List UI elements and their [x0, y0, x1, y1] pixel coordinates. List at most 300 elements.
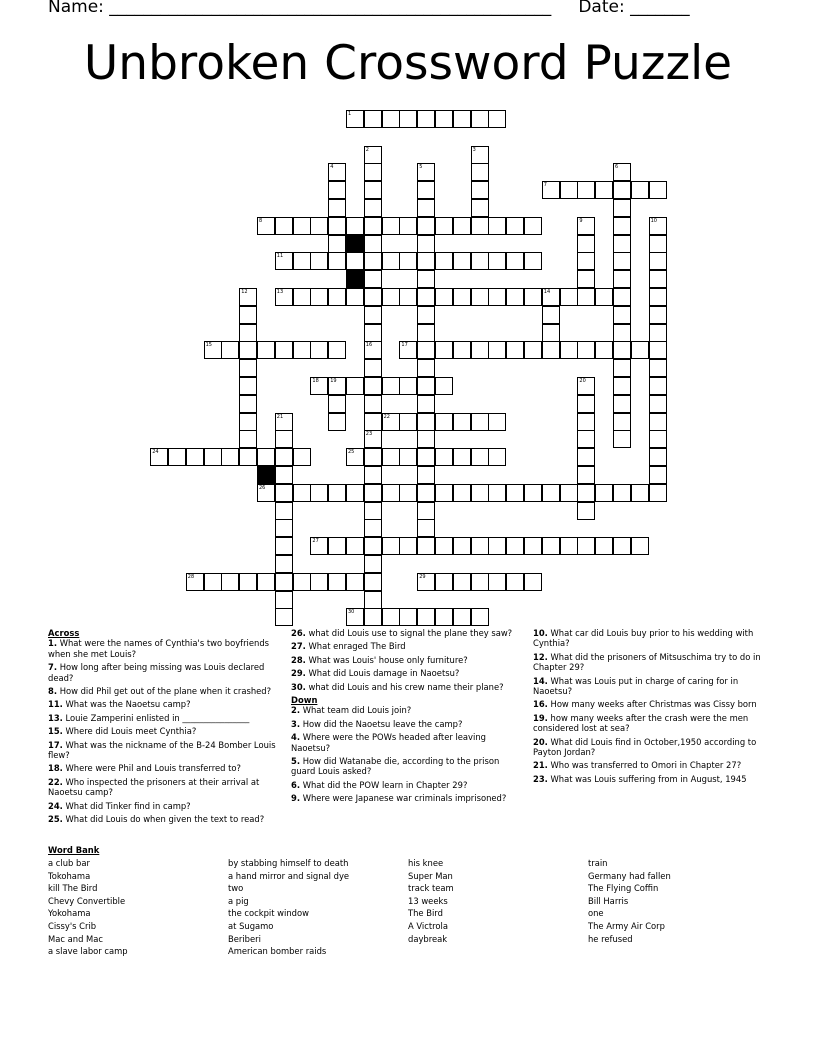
date-blank[interactable]: _______ [630, 0, 690, 17]
clue-text: What did the POW learn in Chapter 29? [302, 779, 468, 790]
grid-cell[interactable] [293, 288, 311, 306]
grid-cell[interactable] [275, 341, 293, 359]
grid-cell[interactable] [471, 484, 489, 502]
grid-cell[interactable] [488, 484, 506, 502]
grid-cell[interactable] [275, 502, 293, 520]
grid-cell[interactable] [488, 288, 506, 306]
grid-cell[interactable] [221, 448, 239, 466]
grid-cell[interactable] [577, 377, 595, 395]
grid-cell[interactable] [417, 608, 435, 626]
grid-cell[interactable] [453, 110, 471, 128]
grid-cell[interactable] [239, 341, 257, 359]
grid-cell[interactable] [328, 413, 346, 431]
grid-cell[interactable] [488, 413, 506, 431]
grid-cell[interactable] [293, 573, 311, 591]
grid-cell[interactable] [435, 217, 453, 235]
grid-cell[interactable] [435, 608, 453, 626]
grid-cell[interactable] [239, 288, 257, 306]
grid-cell[interactable] [506, 252, 524, 270]
grid-cell[interactable] [275, 519, 293, 537]
grid-cell[interactable] [293, 341, 311, 359]
grid-cell[interactable] [346, 252, 364, 270]
grid-cell[interactable] [649, 413, 667, 431]
grid-cell[interactable] [577, 395, 595, 413]
grid-cell[interactable] [649, 270, 667, 288]
grid-cell[interactable] [577, 502, 595, 520]
grid-cell[interactable] [275, 484, 293, 502]
grid-cell[interactable] [239, 430, 257, 448]
grid-cell[interactable] [364, 484, 382, 502]
grid-cell[interactable] [435, 537, 453, 555]
grid-cell[interactable] [560, 181, 578, 199]
grid-cell[interactable] [364, 502, 382, 520]
grid-cell[interactable] [399, 341, 417, 359]
grid-cell[interactable] [613, 359, 631, 377]
grid-cell[interactable] [417, 484, 435, 502]
grid-cell[interactable] [417, 163, 435, 181]
grid-cell[interactable] [631, 181, 649, 199]
word-bank-item: one [588, 908, 604, 919]
grid-cell[interactable] [453, 413, 471, 431]
grid-cell[interactable] [328, 235, 346, 253]
grid-cell[interactable] [364, 181, 382, 199]
grid-cell[interactable] [364, 395, 382, 413]
grid-cell[interactable] [239, 573, 257, 591]
word-bank-item: a hand mirror and signal dye [228, 870, 350, 881]
grid-cell[interactable] [471, 199, 489, 217]
grid-cell[interactable] [346, 377, 364, 395]
word-bank-item: Bill Harris [588, 895, 629, 906]
clue-text: Who inspected the prisoners at their arrival at Naoetsu camp? [48, 776, 260, 798]
grid-cell[interactable] [417, 573, 435, 591]
grid-cell[interactable] [506, 573, 524, 591]
grid-cell[interactable] [417, 430, 435, 448]
grid-cell[interactable] [542, 324, 560, 342]
grid-cell[interactable] [613, 341, 631, 359]
grid-cell[interactable] [577, 484, 595, 502]
grid-cell[interactable] [417, 359, 435, 377]
grid-cell[interactable] [293, 217, 311, 235]
grid-cell[interactable] [542, 341, 560, 359]
grid-cell[interactable] [364, 110, 382, 128]
grid-cell[interactable] [542, 306, 560, 324]
grid-cell[interactable] [542, 288, 560, 306]
grid-cell[interactable] [204, 341, 222, 359]
grid-cell[interactable] [382, 252, 400, 270]
grid-cell[interactable] [649, 395, 667, 413]
grid-cell[interactable] [595, 181, 613, 199]
grid-cell[interactable] [364, 252, 382, 270]
grid-cell[interactable] [346, 217, 364, 235]
grid-cell[interactable] [364, 377, 382, 395]
grid-cell[interactable] [364, 235, 382, 253]
grid-cell[interactable] [613, 537, 631, 555]
grid-cell[interactable] [577, 288, 595, 306]
grid-cell[interactable] [613, 395, 631, 413]
grid-cell[interactable] [577, 537, 595, 555]
grid-cell[interactable] [310, 484, 328, 502]
grid-cell[interactable] [613, 217, 631, 235]
grid-cell[interactable] [453, 341, 471, 359]
grid-cell[interactable] [488, 573, 506, 591]
grid-cell[interactable] [364, 413, 382, 431]
grid-cell[interactable] [488, 252, 506, 270]
grid-cell[interactable] [417, 252, 435, 270]
grid-cell[interactable] [221, 573, 239, 591]
grid-cell[interactable] [435, 341, 453, 359]
grid-cell[interactable] [471, 217, 489, 235]
grid-cell[interactable] [257, 217, 275, 235]
grid-cell[interactable] [275, 430, 293, 448]
grid-cell[interactable] [257, 484, 275, 502]
grid-cell[interactable] [275, 591, 293, 609]
grid-cell[interactable] [417, 110, 435, 128]
grid-cell[interactable] [346, 573, 364, 591]
grid-cell[interactable] [346, 448, 364, 466]
grid-cell[interactable] [542, 484, 560, 502]
grid-cell[interactable] [310, 537, 328, 555]
grid-cell[interactable] [649, 288, 667, 306]
grid-cell[interactable] [364, 573, 382, 591]
grid-cell[interactable] [435, 413, 453, 431]
grid-cell[interactable] [649, 181, 667, 199]
grid-cell[interactable] [506, 217, 524, 235]
grid-cell[interactable] [649, 341, 667, 359]
grid-cell[interactable] [382, 110, 400, 128]
grid-cell[interactable] [524, 217, 542, 235]
grid-cell[interactable] [577, 448, 595, 466]
grid-cell[interactable] [631, 484, 649, 502]
grid-cell[interactable] [524, 252, 542, 270]
grid-cell[interactable] [364, 466, 382, 484]
grid-cell[interactable] [364, 146, 382, 164]
grid-cell[interactable] [577, 181, 595, 199]
grid-cell[interactable] [399, 484, 417, 502]
grid-cell[interactable] [328, 573, 346, 591]
grid-cell[interactable] [399, 252, 417, 270]
grid-cell[interactable] [435, 573, 453, 591]
grid-cell[interactable] [275, 448, 293, 466]
grid-cell[interactable] [417, 341, 435, 359]
grid-cell[interactable] [560, 484, 578, 502]
grid-cell[interactable] [417, 217, 435, 235]
grid-cell[interactable] [649, 235, 667, 253]
grid-cell[interactable] [364, 217, 382, 235]
grid-cell[interactable] [649, 306, 667, 324]
grid-cell[interactable] [186, 573, 204, 591]
name-blank[interactable]: ____________________________________________________ [109, 0, 552, 17]
grid-cell[interactable] [328, 377, 346, 395]
grid-cell[interactable] [310, 377, 328, 395]
grid-cell[interactable] [364, 555, 382, 573]
grid-cell[interactable] [417, 519, 435, 537]
grid-cell[interactable] [577, 217, 595, 235]
grid-cell[interactable] [399, 448, 417, 466]
grid-cell[interactable] [649, 430, 667, 448]
grid-cell[interactable] [471, 288, 489, 306]
grid-cell[interactable] [328, 199, 346, 217]
grid-cell[interactable] [328, 252, 346, 270]
grid-cell[interactable] [613, 324, 631, 342]
grid-cell[interactable] [471, 110, 489, 128]
grid-cell[interactable] [364, 199, 382, 217]
clue-number: 7. [48, 662, 58, 673]
grid-cell[interactable] [310, 252, 328, 270]
grid-cell[interactable] [168, 448, 186, 466]
grid-cell[interactable] [453, 448, 471, 466]
grid-cell[interactable] [613, 484, 631, 502]
grid-cell[interactable] [649, 359, 667, 377]
grid-cell[interactable] [293, 448, 311, 466]
grid-cell[interactable] [649, 324, 667, 342]
grid-cell[interactable] [417, 270, 435, 288]
grid-cell[interactable] [239, 324, 257, 342]
grid-cell[interactable] [471, 146, 489, 164]
grid-cell[interactable] [239, 377, 257, 395]
grid-cell[interactable] [399, 537, 417, 555]
grid-cell[interactable] [364, 288, 382, 306]
grid-cell[interactable] [204, 448, 222, 466]
grid-cell[interactable] [613, 413, 631, 431]
grid-cell[interactable] [257, 341, 275, 359]
clue-number: 22. [48, 776, 63, 787]
grid-cell[interactable] [577, 413, 595, 431]
grid-cell[interactable] [204, 573, 222, 591]
grid-cell[interactable] [471, 163, 489, 181]
clue-number: 29 [419, 573, 426, 580]
grid-cell[interactable] [488, 110, 506, 128]
grid-cell[interactable] [346, 537, 364, 555]
grid-cell[interactable] [417, 324, 435, 342]
grid-cell[interactable] [382, 484, 400, 502]
grid-cell[interactable] [613, 181, 631, 199]
grid-cell[interactable] [488, 448, 506, 466]
grid-cell[interactable] [613, 235, 631, 253]
grid-cell[interactable] [506, 341, 524, 359]
grid-cell[interactable] [346, 288, 364, 306]
grid-cell[interactable] [417, 288, 435, 306]
grid-cell[interactable] [364, 341, 382, 359]
grid-cell[interactable] [524, 573, 542, 591]
grid-cell[interactable] [239, 395, 257, 413]
grid-cell[interactable] [382, 448, 400, 466]
grid-cell[interactable] [542, 537, 560, 555]
grid-cell[interactable] [649, 217, 667, 235]
grid-cell[interactable] [471, 448, 489, 466]
grid-cell[interactable] [275, 466, 293, 484]
grid-cell[interactable] [221, 341, 239, 359]
grid-cell[interactable] [417, 537, 435, 555]
grid-cell[interactable] [613, 199, 631, 217]
grid-cell[interactable] [328, 217, 346, 235]
grid-cell[interactable] [275, 217, 293, 235]
grid-cell[interactable] [613, 377, 631, 395]
grid-cell[interactable] [524, 341, 542, 359]
grid-cell[interactable] [435, 448, 453, 466]
grid-cell[interactable] [560, 341, 578, 359]
grid-cell[interactable] [186, 448, 204, 466]
grid-cell[interactable] [435, 377, 453, 395]
grid-cell[interactable] [382, 377, 400, 395]
grid-cell[interactable] [310, 288, 328, 306]
grid-cell[interactable] [417, 306, 435, 324]
grid-cell[interactable] [560, 537, 578, 555]
grid-cell[interactable] [364, 270, 382, 288]
grid-cell[interactable] [364, 163, 382, 181]
grid-cell[interactable] [488, 341, 506, 359]
grid-cell[interactable] [364, 448, 382, 466]
grid-cell[interactable] [435, 484, 453, 502]
grid-cell[interactable] [649, 252, 667, 270]
grid-cell[interactable] [346, 110, 364, 128]
grid-cell[interactable] [524, 288, 542, 306]
grid-cell[interactable] [631, 341, 649, 359]
grid-cell[interactable] [453, 484, 471, 502]
grid-cell[interactable] [506, 484, 524, 502]
grid-cell[interactable] [577, 466, 595, 484]
grid-cell[interactable] [613, 270, 631, 288]
grid-cell[interactable] [595, 341, 613, 359]
grid-cell[interactable] [417, 502, 435, 520]
word-bank-item: 13 weeks [408, 895, 448, 906]
grid-cell[interactable] [417, 235, 435, 253]
grid-cell[interactable] [613, 430, 631, 448]
grid-cell[interactable] [542, 181, 560, 199]
grid-cell[interactable] [453, 252, 471, 270]
grid-cell[interactable] [435, 288, 453, 306]
grid-cell[interactable] [399, 608, 417, 626]
grid-cell[interactable] [649, 466, 667, 484]
grid-cell[interactable] [524, 537, 542, 555]
grid-cell[interactable] [453, 573, 471, 591]
grid-cell[interactable] [417, 395, 435, 413]
grid-cell[interactable] [346, 484, 364, 502]
grid-cell[interactable] [471, 341, 489, 359]
grid-cell[interactable] [417, 199, 435, 217]
grid-cell[interactable] [150, 448, 168, 466]
grid-cell[interactable] [364, 430, 382, 448]
grid-cell[interactable] [275, 252, 293, 270]
grid-cell[interactable] [275, 608, 293, 626]
grid-cell[interactable] [435, 252, 453, 270]
grid-cell[interactable] [649, 377, 667, 395]
grid-cell[interactable] [471, 573, 489, 591]
grid-cell[interactable] [328, 163, 346, 181]
grid-cell[interactable] [382, 413, 400, 431]
grid-cell[interactable] [328, 341, 346, 359]
grid-cell[interactable] [471, 537, 489, 555]
grid-cell[interactable] [417, 377, 435, 395]
grid-cell[interactable] [328, 537, 346, 555]
grid-cell[interactable] [613, 306, 631, 324]
grid-cell[interactable] [382, 217, 400, 235]
grid-cell[interactable] [364, 306, 382, 324]
grid-cell[interactable] [595, 537, 613, 555]
grid-cell[interactable] [506, 288, 524, 306]
grid-cell[interactable] [453, 608, 471, 626]
grid-cell[interactable] [560, 288, 578, 306]
grid-cell[interactable] [239, 413, 257, 431]
grid-cell[interactable] [364, 359, 382, 377]
grid-cell[interactable] [364, 608, 382, 626]
grid-cell[interactable] [488, 537, 506, 555]
grid-cell[interactable] [524, 484, 542, 502]
grid-cell[interactable] [506, 537, 524, 555]
grid-cell[interactable] [364, 519, 382, 537]
grid-cell[interactable] [257, 448, 275, 466]
grid-cell[interactable] [435, 110, 453, 128]
grid-cell[interactable] [471, 413, 489, 431]
grid-cell[interactable] [613, 163, 631, 181]
grid-cell[interactable] [595, 484, 613, 502]
grid-cell[interactable] [310, 217, 328, 235]
grid-cell[interactable] [595, 288, 613, 306]
grid-cell[interactable] [328, 181, 346, 199]
grid-cell[interactable] [577, 235, 595, 253]
grid-cell[interactable] [577, 252, 595, 270]
grid-cell[interactable] [293, 252, 311, 270]
grid-cell[interactable] [399, 217, 417, 235]
grid-cell[interactable] [239, 448, 257, 466]
grid-cell[interactable] [275, 413, 293, 431]
grid-cell[interactable] [382, 537, 400, 555]
grid-cell[interactable] [613, 288, 631, 306]
grid-cell[interactable] [631, 537, 649, 555]
grid-cell[interactable] [399, 110, 417, 128]
grid-cell[interactable] [417, 448, 435, 466]
grid-cell[interactable] [364, 324, 382, 342]
grid-cell[interactable] [239, 359, 257, 377]
grid-cell[interactable] [471, 252, 489, 270]
grid-cell[interactable] [328, 395, 346, 413]
grid-cell[interactable] [275, 573, 293, 591]
grid-cell[interactable] [453, 537, 471, 555]
grid-cell[interactable] [364, 537, 382, 555]
grid-cell[interactable] [417, 181, 435, 199]
grid-cell[interactable] [293, 484, 311, 502]
grid-cell[interactable] [275, 288, 293, 306]
grid-cell[interactable] [382, 288, 400, 306]
grid-cell[interactable] [257, 573, 275, 591]
grid-cell[interactable] [417, 466, 435, 484]
grid-cell[interactable] [471, 181, 489, 199]
grid-cell[interactable] [382, 608, 400, 626]
grid-cell[interactable] [453, 288, 471, 306]
grid-cell[interactable] [471, 608, 489, 626]
grid-cell[interactable] [364, 591, 382, 609]
grid-cell[interactable] [577, 430, 595, 448]
grid-cell[interactable] [328, 484, 346, 502]
grid-cell[interactable] [417, 413, 435, 431]
grid-cell[interactable] [310, 573, 328, 591]
grid-cell[interactable] [399, 288, 417, 306]
grid-cell[interactable] [453, 217, 471, 235]
grid-cell[interactable] [328, 288, 346, 306]
grid-cell[interactable] [649, 484, 667, 502]
grid-cell[interactable] [275, 555, 293, 573]
grid-cell[interactable] [239, 306, 257, 324]
grid-cell[interactable] [488, 217, 506, 235]
grid-cell[interactable] [613, 252, 631, 270]
grid-cell[interactable] [346, 608, 364, 626]
grid-cell[interactable] [399, 413, 417, 431]
grid-cell[interactable] [649, 448, 667, 466]
grid-cell[interactable] [310, 341, 328, 359]
grid-cell[interactable] [577, 270, 595, 288]
grid-cell[interactable] [275, 537, 293, 555]
grid-cell[interactable] [399, 377, 417, 395]
grid-cell[interactable] [577, 341, 595, 359]
